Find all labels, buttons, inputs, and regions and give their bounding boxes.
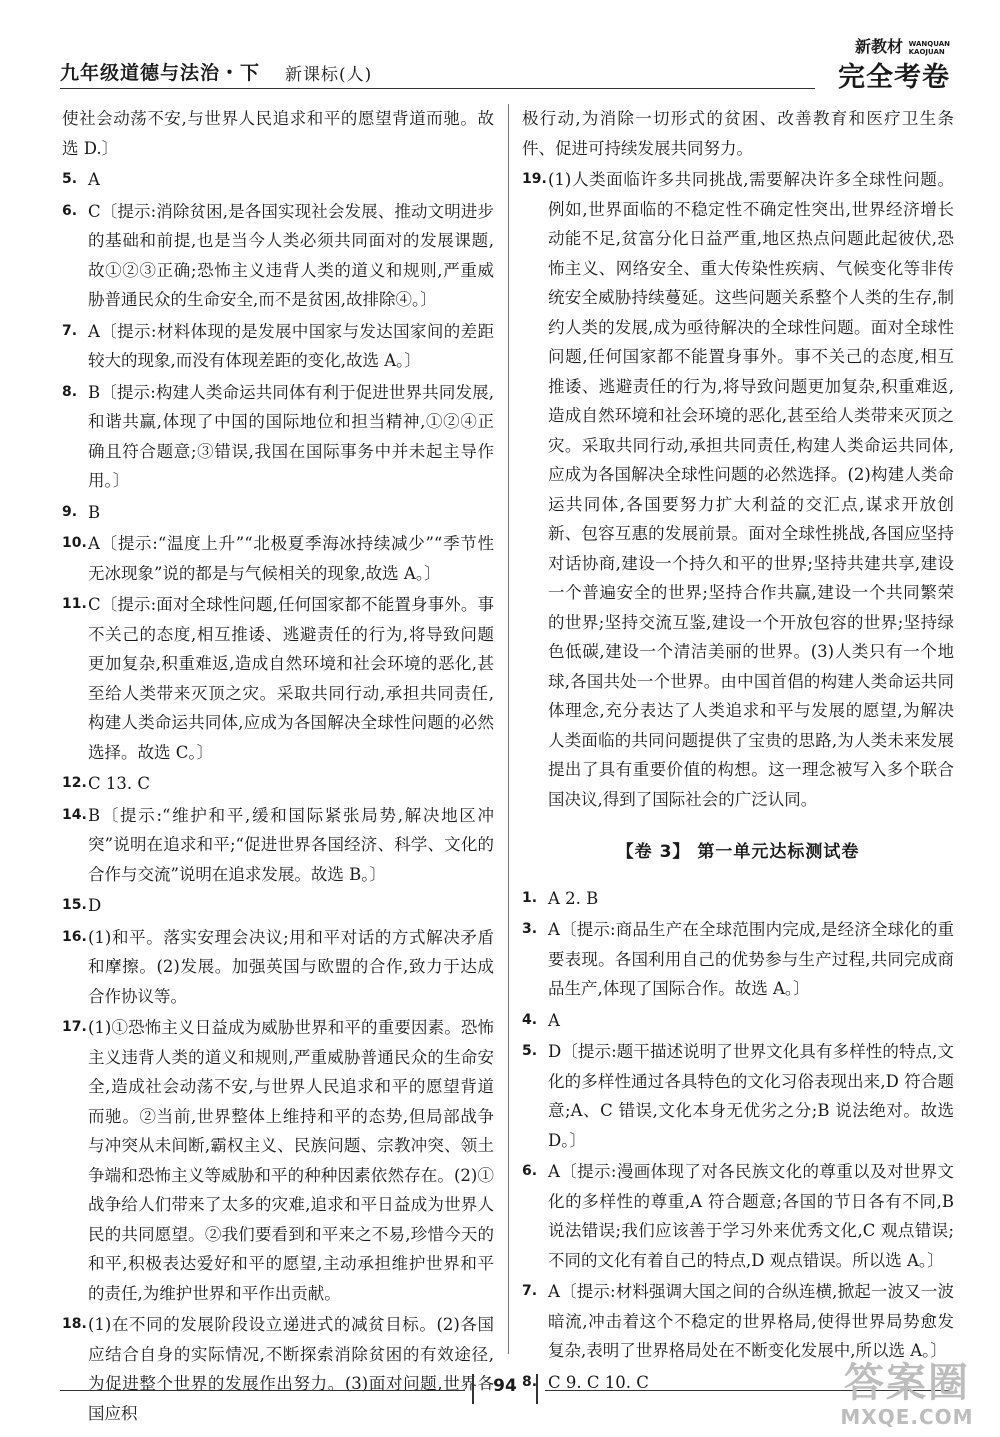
answer-text: D〔提示:题干描述说明了世界文化具有多样性的特点,文化的多样性通过各具特色的文化习俗表现出来,D 符合题意;A、C 错误,文化本身无优劣之分;B 说法绝对。故选 D。〕	[548, 1042, 954, 1150]
watermark	[822, 1361, 992, 1429]
answer-number: 8.	[62, 383, 78, 400]
answer-number: 14.	[62, 806, 87, 823]
answer-entry	[522, 104, 954, 163]
page-footer	[60, 1372, 950, 1412]
answer-text: 极行动,为消除一切形式的贫困、改善教育和医疗卫生条件、促进可持续发展共同努力。	[522, 109, 954, 158]
answer-entry	[62, 529, 494, 588]
brand-pinyin-1: WANQUAN	[908, 39, 950, 48]
brand-small: 新教材	[855, 37, 904, 56]
answer-number: 7.	[522, 1283, 538, 1299]
answer-entry	[62, 498, 494, 528]
answer-entry	[62, 378, 494, 496]
answer-text: C〔提示:消除贫困,是各国实现社会发展、推动文明进步的基础和前提,也是当今人类必须共同面对的发展课题,故①②③正确;恐怖主义违背人类的道义和规则,严重威胁普通民众的生命安全,而不是贫困,故排除④。〕	[88, 201, 494, 309]
left-column	[62, 104, 494, 1430]
answer-entry	[522, 1277, 954, 1366]
answer-number: 6.	[62, 202, 78, 219]
brand-logo	[820, 34, 950, 94]
answer-entry	[62, 197, 494, 315]
answer-number: 16.	[62, 928, 87, 945]
page-number: 94	[493, 1376, 517, 1396]
right-column-answers-a	[522, 104, 954, 814]
footer-bar-right	[536, 1374, 538, 1404]
answer-text: A	[548, 1010, 560, 1030]
answer-number: 10.	[62, 535, 87, 551]
answer-entry	[62, 769, 494, 799]
answer-text: C 9. C 10. C	[548, 1372, 649, 1392]
answer-text: A	[88, 170, 100, 189]
answer-text: D	[88, 896, 102, 915]
header-rule	[60, 88, 815, 89]
answer-text: (1)①恐怖主义日益成为威胁世界和平的重要因素。恐怖主义违背人类的道义和规则,严重威胁普通民众的生命安全,造成社会动荡不安,与世界人民追求和平的愿望背道而驰。②当前,世界整体上维持和平的态势,但局部战争与冲突从未间断,霸权主义、民族问题、宗教冲突、领土争端和恐怖主义等威胁和平的种种因素依然存在。(2)①战争给人们带来了太多的灾难,追求和平日益成为世界人民的共同愿望。②我们要看到和平来之不易,珍惜今天的和平,积极表达爱好和平的愿望,主动承担维护世界和平的责任,为维护世界和平作出贡献。	[88, 1018, 494, 1303]
answer-entry	[522, 165, 954, 814]
answer-number: 3.	[522, 921, 538, 937]
answer-entry	[62, 891, 494, 921]
answer-entry	[522, 1157, 954, 1275]
section-title: 【卷 3】 第一单元达标测试卷	[616, 842, 860, 862]
answer-entry	[62, 801, 494, 890]
answer-entry	[62, 317, 494, 376]
watermark-cn: 答案圈	[844, 1360, 970, 1406]
answer-entry	[522, 1037, 954, 1155]
right-column	[522, 104, 954, 1399]
answer-text: A〔提示:材料体现的是发展中国家与发达国家间的差距较大的现象,而没有体现差距的变化,故选 A。〕	[88, 321, 494, 370]
brand-main: 完全考卷	[838, 62, 950, 93]
answer-text: C〔提示:面对全球性问题,任何国家都不能置身事外。事不关己的态度,相互推诿、逃避责任的行为,将导致问题更加复杂,积重难返,造成自然环境和社会环境的恶化,甚至给人类带来灭顶之灾。采取共同行动,承担共同责任,构建人类命运共同体,应成为各国解决全球性问题的必然选择。故选 C。〕	[88, 595, 494, 762]
answer-text: B	[88, 502, 101, 522]
answer-number: 6.	[522, 1163, 538, 1179]
answer-text: A〔提示:漫画体现了对各民族文化的尊重以及对世界文化的多样性的尊重,A 符合题意;各国的节日各有不同,B 说法错误;我们应该善于学习外来优秀文化,C 观点错误;不同的文化有着自己的特点,D 观点错误。所以选 A。〕	[548, 1162, 954, 1270]
answer-entry	[62, 104, 494, 163]
answer-text: A〔提示:“温度上升”“北极夏季海冰持续减少”“季节性无冰现象”说的都是与气候相关的现象,故选 A。〕	[88, 534, 494, 583]
answer-entry	[522, 884, 954, 914]
answer-text: (1)人类面临许多共同挑战,需要解决许多全球性问题。例如,世界面临的不稳定性不确定性突出,世界经济增长动能不足,贫富分化日益严重,地区热点问题此起彼伏,恐怖主义、网络安全、重大传染性疾病、气候变化等非传统安全威胁持续蔓延。这些问题关系整个人类的生存,制约人类的发展,成为亟待解决的全球性问题。面对全球性问题,任何国家都不能置身事外。事不关己的态度,相互推诿、逃避责任的行为,将导致问题更加复杂,积重难返,造成自然环境和社会环境的恶化,甚至给人类带来灭顶之灾。采取共同行动,承担共同责任,构建人类命运共同体,应成为各国解决全球性问题的必然选择。(2)构建人类命运共同体,各国要努力扩大利益的交汇点,谋求开放创新、包容互惠的发展前景。面对全球性挑战,各国应坚持对话协商,建设一个持久和平的世界;坚持共建共享,建设一个普遍安全的世界;坚持合作共赢,建设一个共同繁荣的世界;坚持交流互鉴,建设一个开放包容的世界;坚持绿色低碳,建设一个清洁美丽的世界。(3)人类只有一个地球,各国共处一个世界。由中国首倡的构建人类命运共同体理念,充分表达了人类追求和平与发展的愿望,为解决人类面临的共同问题提供了宝贵的思路,为人类未来发展提出了具有重要价值的构想。这一理念被写入多个联合国决议,得到了国际社会的广泛认同。	[548, 170, 954, 809]
answer-number: 19.	[522, 171, 547, 187]
answer-text: C 13. C	[88, 774, 150, 793]
answer-number: 18.	[62, 1316, 87, 1332]
watermark-en: MXQE.COM	[840, 1405, 974, 1429]
answer-number: 5.	[62, 171, 78, 187]
answer-text: A 2. B	[548, 888, 599, 908]
answer-number: 15.	[62, 897, 87, 913]
answer-text: (1)在不同的发展阶段设立递进式的减贫目标。(2)各国应结合自身的实际情况,不断探索消除贫困的有效途径,为促进整个世界的发展作出努力。(3)面对问题,世界各国应积	[88, 1315, 494, 1423]
answer-number: 7.	[62, 322, 78, 339]
column-divider	[508, 104, 509, 1354]
answer-text: (1)和平。落实安理会决议;用和平对话的方式解决矛盾和摩擦。(2)发展。加强英国与欧盟的合作,致力于达成合作协议等。	[88, 927, 494, 1006]
right-column-answers-b	[522, 884, 954, 1398]
answer-number: 12.	[62, 775, 87, 791]
answer-number: 9.	[62, 503, 78, 520]
answer-text: B〔提示:“维护和平,缓和国际紧张局势,解决地区冲突”说明在追求和平;“促进世界各国经济、科学、文化的合作与交流”说明在追求发展。故选 B。〕	[88, 805, 494, 884]
book-title: 九年级道德与法治・下	[60, 62, 261, 84]
answer-text: A〔提示:材料强调大国之间的合纵连横,掀起一波又一波暗流,冲击着这个不稳定的世界格局,使得世界局势愈发复杂,表明了世界格局处在不断变化发展中,所以选 A。〕	[548, 1282, 954, 1360]
answer-text: A〔提示:商品生产在全球范围内完成,是经济全球化的重要表现。各国利用自己的优势参与生产过程,共同完成商品生产,体现了国际合作。故选 A。〕	[548, 920, 954, 998]
footer-bar-left	[472, 1374, 474, 1404]
answer-entry	[62, 590, 494, 767]
answer-text: 使社会动荡不安,与世界人民追求和平的愿望背道而驰。故选 D.〕	[62, 109, 494, 158]
answer-number: 17.	[62, 1019, 87, 1035]
page-header	[60, 28, 950, 93]
answer-entry	[62, 923, 494, 1012]
footer-rule-left	[60, 1390, 465, 1391]
brand-pinyin-2: KAOJUAN	[908, 47, 945, 56]
edition-label: 新课标(人)	[285, 65, 373, 85]
answer-entry	[522, 1006, 954, 1036]
answer-entry	[522, 915, 954, 1004]
answer-number: 4.	[522, 1011, 538, 1028]
answer-entry	[62, 1013, 494, 1308]
answer-text: B〔提示:构建人类命运共同体有利于促进世界共同发展,和谐共赢,体现了中国的国际地位和担当精神,①②④正确且符合题意;③错误,我国在国际事务中并未起主导作用。〕	[88, 382, 494, 490]
answer-number: 5.	[522, 1043, 538, 1059]
answer-number: 1.	[522, 889, 538, 906]
answer-number: 8.	[522, 1373, 538, 1390]
answer-number: 11.	[62, 596, 87, 612]
answer-entry	[62, 165, 494, 195]
